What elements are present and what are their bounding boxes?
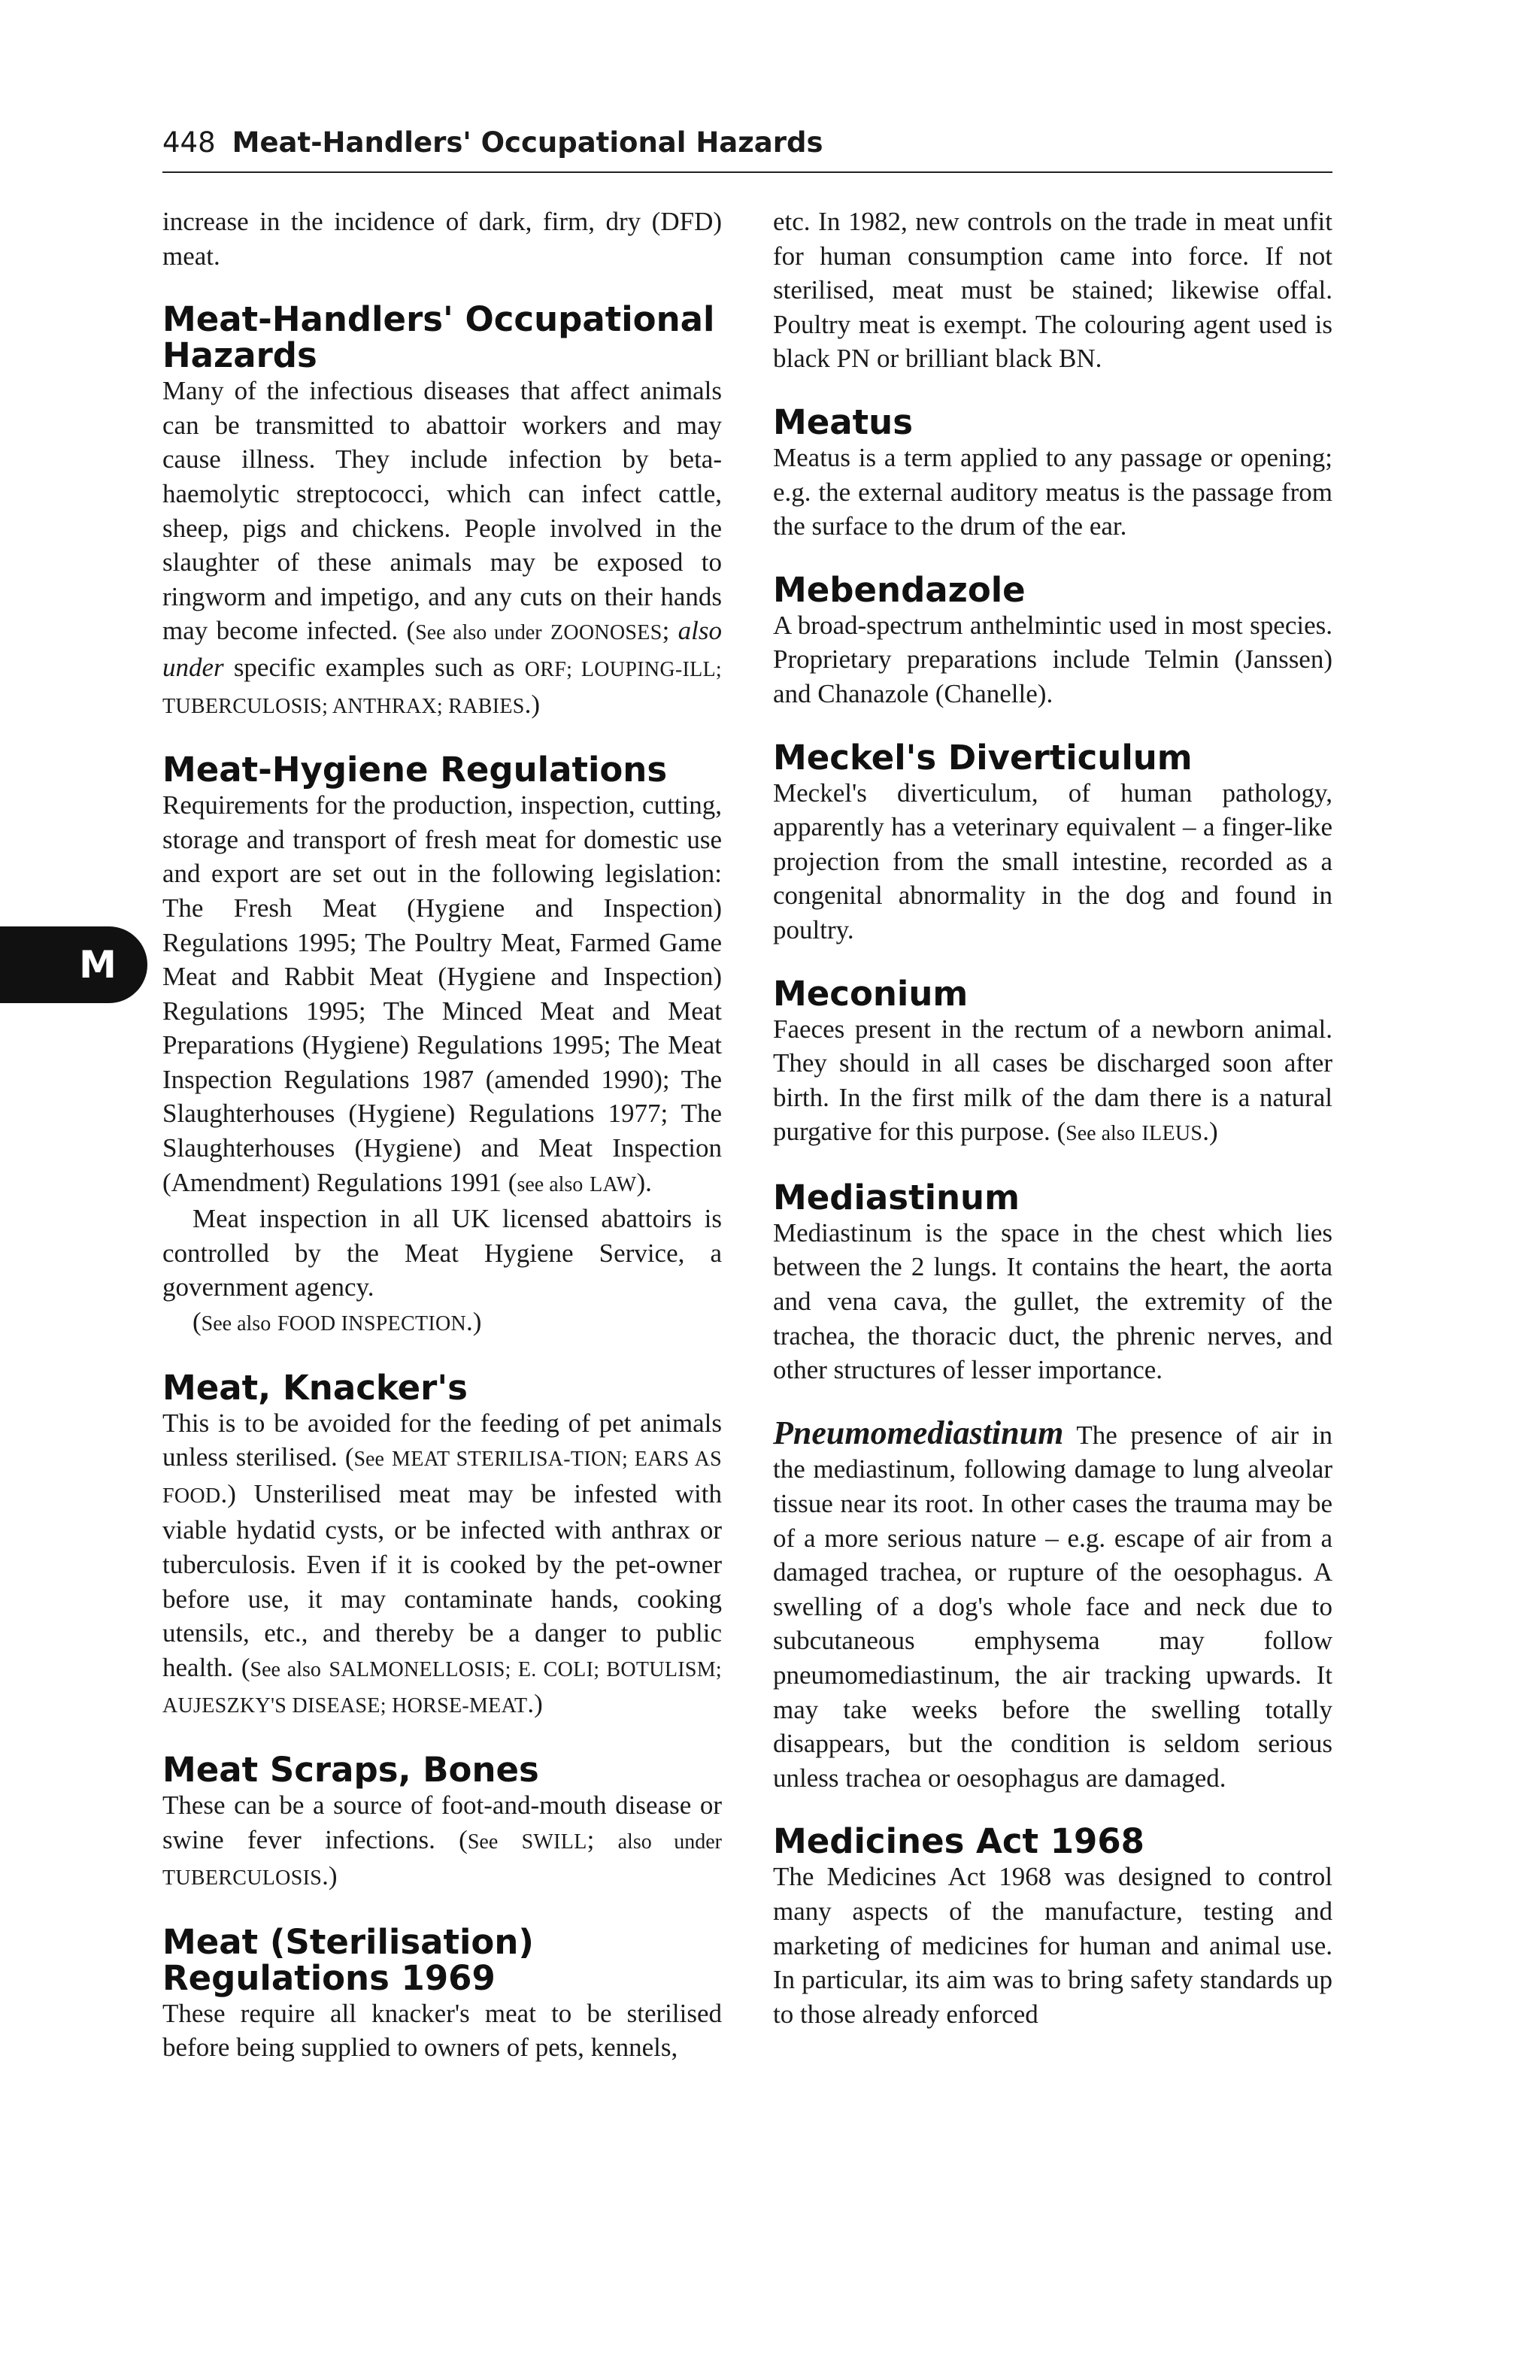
- running-title: Meat-Handlers' Occupational Hazards: [232, 126, 823, 159]
- left-column: [162, 205, 722, 2065]
- cross-reference: ORF; LOUPING-ILL; TUBERCULOSIS; ANTHRAX; RABIES: [162, 657, 723, 718]
- cross-reference: ZOONOSES: [550, 621, 662, 645]
- entry-body: Mediastinum is the space in the chest which lies between the 2 lungs. It contains the heart, the aorta and vena cava, the gullet, the extremity of the trachea, the thoracic duct, the phrenic nerves, and other structures of lesser importance.: [773, 1217, 1332, 1385]
- entry-title: Meckel's Diverticulum: [773, 737, 1193, 778]
- cross-reference: SWILL: [521, 1830, 587, 1854]
- entry-title: Meatus: [773, 402, 913, 442]
- entry-title: Meconium: [773, 973, 969, 1014]
- entry-title: Medicines Act 1968: [773, 1821, 1144, 1862]
- thumb-index-letter: M: [79, 943, 117, 987]
- entry-body: Meatus is a term applied to any passage or opening; e.g. the external auditory meatus is the passage from the surface to the drum of the ear.: [773, 442, 1332, 541]
- sub-entry-body: Pneumomediastinum The presence of air in the mediastinum, following damage to lung alveolar tissue near its root. In other cases the trauma may be of a more serious nature – e.g. escape of air from a damaged trachea, or rupture of the oesophagus. A swelling of a dog's whole face and neck due to subcutaneous emphysema may follow pneumomediastinum, the air tracking upwards. It may take weeks before the swelling totally disappears, but the condition is seldom serious unless trachea or oesophagus are damaged.: [773, 1414, 1332, 1793]
- right-column: [773, 205, 1332, 2031]
- entry-body: A broad-spectrum anthelmintic used in most species. Proprietary preparations include Telmin (Janssen) and Chanazole (Chanelle).: [773, 610, 1332, 708]
- entry-title: Meat (Sterilisation) Regulations 1969: [162, 1921, 534, 1998]
- entry-body: This is to be avoided for the feeding of pet animals unless sterilised. (See MEAT STERILISA-TION; EARS AS FOOD.) Unsterilised meat may be infested with viable hydatid cysts, or be infected with anthrax or tuberculosis. Even if it is cooked by the pet-owner before use, it may contaminate hands, cooking utensils, etc., and thereby be a danger to public health. (See also SALMONELLOSIS; E. COLI; BOTULISM; AUJESZKY'S DISEASE; HORSE-MEAT.): [162, 1408, 723, 1719]
- entry-title: Mediastinum: [773, 1177, 1020, 1217]
- cross-reference: LAW: [590, 1172, 637, 1196]
- sub-entry-title: Pneumomediastinum: [773, 1414, 1064, 1451]
- entry-title: Meat-Handlers' Occupational Hazards: [162, 299, 715, 376]
- entry-body: Requirements for the production, inspection, cutting, storage and transport of fresh meat for domestic use and export are set out in the following legislation: The Fresh Meat (Hygiene and Inspection) Regulations 1995; The Poultry Meat, Farmed Game Meat and Rabbit Meat (Hygiene and Inspection) Regulations 1995; The Minced Meat and Meat Preparations (Hygiene) Regulations 1995; The Meat Inspection Regulations 1987 (amended 1990); The Slaughterhouses (Hygiene) Regulations 1977; The Slaughterhouses (Hygiene) and Meat Inspection (Amendment) Regulations 1991 (see also LAW).: [162, 790, 722, 1197]
- entry-title: Meat-Hygiene Regulations: [162, 750, 668, 790]
- continued-text: etc. In 1982, new controls on the trade in meat unfit for human consumption came into force. If not sterilised, meat must be stained; likewise offal. Poultry meat is exempt. The colouring agent used is black PN or brilliant black BN.: [773, 207, 1332, 374]
- running-head: [162, 125, 1332, 173]
- cross-reference: MEAT STERILISA-TION; EARS AS FOOD: [162, 1448, 722, 1508]
- thumb-index-tab: [0, 926, 147, 1003]
- entry-body: These can be a source of foot-and-mouth disease or swine fever infections. (See SWILL; also under TUBERCULOSIS.): [162, 1790, 723, 1891]
- page-number: 448: [162, 126, 216, 159]
- entry-title: Meat, Knacker's: [162, 1367, 468, 1408]
- entry-body: These require all knacker's meat to be sterilised before being supplied to owners of pets, kennels,: [162, 1998, 722, 2063]
- cross-reference: FOOD INSPECTION: [277, 1312, 467, 1336]
- cross-reference: SALMONELLOSIS; E. COLI; BOTULISM; AUJESZKY'S DISEASE; HORSE-MEAT: [162, 1657, 723, 1718]
- entry-reference: (See also FOOD INSPECTION.): [192, 1307, 482, 1337]
- entry-title: Meat Scraps, Bones: [162, 1749, 539, 1790]
- entry-body: Meat inspection in all UK licensed abattoirs is controlled by the Meat Hygiene Service, a government agency.: [162, 1204, 722, 1302]
- cross-reference: TUBERCULOSIS: [162, 1866, 323, 1890]
- cross-reference: ILEUS: [1141, 1122, 1203, 1146]
- entry-body: Meckel's diverticulum, of human pathology, apparently has a veterinary equivalent – a finger-like projection from the small intestine, recorded as a congenital abnormality in the dog and found in poultry.: [773, 778, 1332, 944]
- continued-text: increase in the incidence of dark, firm, dry (DFD) meat.: [162, 207, 722, 271]
- entry-body: Faeces present in the rectum of a newborn animal. They should in all cases be discharged soon after birth. In the first milk of the dam there is a natural purgative for this purpose. (See also ILEUS.): [773, 1014, 1332, 1147]
- entry-title: Mebendazole: [773, 569, 1026, 610]
- entry-body: The Medicines Act 1968 was designed to control many aspects of the manufacture, testing and marketing of medicines for human and animal use. In particular, its aim was to bring safety standards up to those already enforced: [773, 1862, 1332, 2029]
- entry-body: Many of the infectious diseases that affect animals can be transmitted to abattoir workers and may cause illness. They include infection by beta-haemolytic streptococci, which can infect cattle, sheep, pigs and chickens. People involved in the slaughter of these animals may be exposed to ringworm and impetigo, and any cuts on their hands may become infected. (See also under ZOONOSES; also under specific examples such as ORF; LOUPING-ILL; TUBERCULOSIS; ANTHRAX; RABIES.): [162, 376, 723, 719]
